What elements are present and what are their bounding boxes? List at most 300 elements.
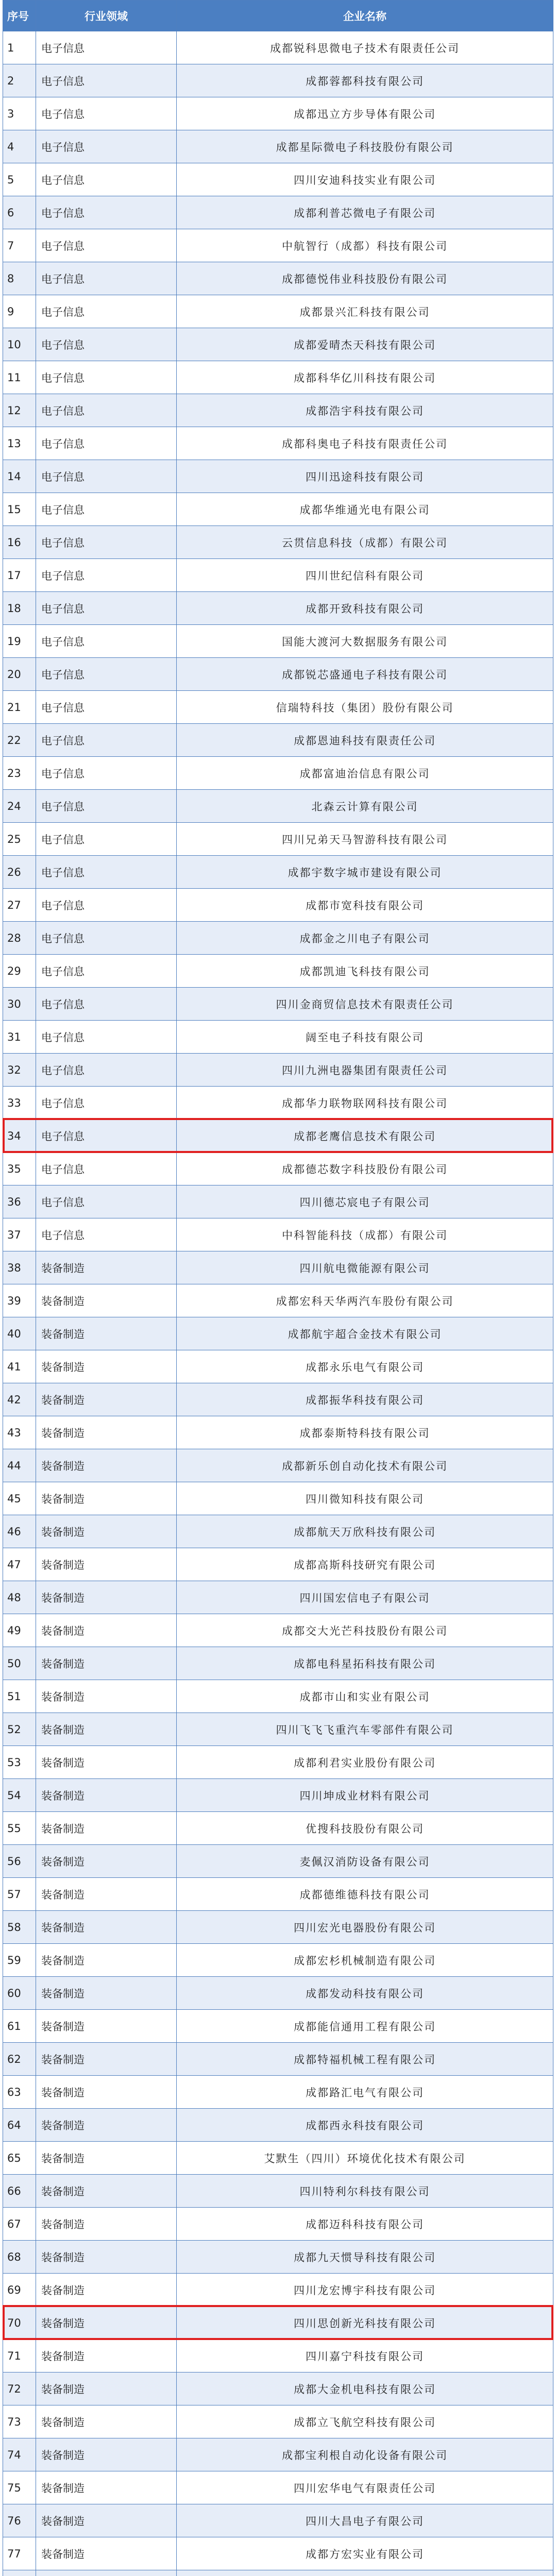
row-industry: 电子信息 — [36, 988, 177, 1021]
table-row — [3, 1548, 553, 1581]
row-industry: 电子信息 — [36, 526, 177, 559]
row-company-name: 四川迅途科技有限公司 — [177, 460, 553, 493]
row-industry: 电子信息 — [36, 295, 177, 328]
row-number: 7 — [3, 229, 36, 262]
row-company-name: 成都利君实业股份有限公司 — [177, 1746, 553, 1779]
row-industry: 装备制造 — [36, 1977, 177, 2010]
row-industry: 装备制造 — [36, 2043, 177, 2076]
row-number: 46 — [3, 1515, 36, 1548]
row-company-name: 成都能信通用工程有限公司 — [177, 2010, 553, 2043]
row-number: 25 — [3, 823, 36, 856]
table-row — [3, 2372, 553, 2405]
row-number: 36 — [3, 1185, 36, 1218]
row-industry: 装备制造 — [36, 2175, 177, 2208]
table-row — [3, 922, 553, 955]
company-table — [3, 0, 553, 2576]
row-company-name: 成都科奥电子科技有限责任公司 — [177, 427, 553, 460]
table-row — [3, 889, 553, 922]
row-number: 75 — [3, 2471, 36, 2504]
row-company-name: 四川坤成业材料有限公司 — [177, 1779, 553, 1812]
row-industry: 电子信息 — [36, 559, 177, 592]
row-company-name: 成都路汇电气有限公司 — [177, 2076, 553, 2109]
table-row — [3, 2142, 553, 2175]
row-industry: 电子信息 — [36, 658, 177, 691]
row-industry: 电子信息 — [36, 856, 177, 889]
row-number: 44 — [3, 1449, 36, 1482]
row-number: 70 — [3, 2307, 36, 2340]
row-company-name: 成都恩迪科技有限责任公司 — [177, 724, 553, 757]
row-company-name: 云贯信息科技（成都）有限公司 — [177, 526, 553, 559]
row-industry: 装备制造 — [36, 2537, 177, 2570]
row-number: 69 — [3, 2274, 36, 2307]
table-row — [3, 1251, 553, 1284]
row-industry: 装备制造 — [36, 1713, 177, 1746]
table-row — [3, 592, 553, 625]
row-industry: 装备制造 — [36, 2471, 177, 2504]
row-company-name: 成都德维德科技有限公司 — [177, 1878, 553, 1911]
row-number: 37 — [3, 1218, 36, 1251]
table-row — [3, 2109, 553, 2142]
table-row — [3, 1120, 553, 1153]
row-number: 31 — [3, 1021, 36, 1054]
row-company-name: 成都迈科科技有限公司 — [177, 2208, 553, 2241]
row-industry: 电子信息 — [36, 328, 177, 361]
row-industry: 电子信息 — [36, 1120, 177, 1153]
table-row — [3, 394, 553, 427]
header-serial-number: 序号 — [3, 1, 36, 31]
row-industry: 装备制造 — [36, 1845, 177, 1878]
row-number: 11 — [3, 361, 36, 394]
row-number: 64 — [3, 2109, 36, 2142]
row-company-name: 国能大渡河大数据服务有限公司 — [177, 625, 553, 658]
table-row — [3, 1218, 553, 1251]
table-row — [3, 295, 553, 328]
row-number — [3, 2570, 36, 2576]
row-number: 32 — [3, 1054, 36, 1087]
row-company-name: 四川宏华电气有限责任公司 — [177, 2471, 553, 2504]
row-number: 22 — [3, 724, 36, 757]
row-number: 77 — [3, 2537, 36, 2570]
row-industry: 电子信息 — [36, 130, 177, 163]
table-row — [3, 856, 553, 889]
table-row — [3, 427, 553, 460]
table-row — [3, 262, 553, 295]
row-number: 66 — [3, 2175, 36, 2208]
row-number: 60 — [3, 1977, 36, 2010]
row-industry: 电子信息 — [36, 97, 177, 130]
table-row — [3, 2504, 553, 2537]
row-company-name: 成都振华科技有限公司 — [177, 1383, 553, 1416]
row-industry: 装备制造 — [36, 1449, 177, 1482]
table-header-row — [3, 1, 553, 31]
row-industry — [36, 2570, 177, 2576]
table-row — [3, 2043, 553, 2076]
table-row — [3, 229, 553, 262]
row-number: 38 — [3, 1251, 36, 1284]
row-industry: 装备制造 — [36, 1284, 177, 1317]
table-row — [3, 2537, 553, 2570]
row-number: 35 — [3, 1153, 36, 1185]
row-industry: 电子信息 — [36, 889, 177, 922]
table-row — [3, 2208, 553, 2241]
table-row — [3, 1153, 553, 1185]
table-row — [3, 1680, 553, 1713]
row-company-name: 成都迅立方步导体有限公司 — [177, 97, 553, 130]
row-industry: 电子信息 — [36, 361, 177, 394]
table-row — [3, 1317, 553, 1350]
row-company-name: 成都德芯数字科技股份有限公司 — [177, 1153, 553, 1185]
row-number: 3 — [3, 97, 36, 130]
row-company-name: 成都交大光芒科技股份有限公司 — [177, 1614, 553, 1647]
table-row — [3, 790, 553, 823]
table-row — [3, 1746, 553, 1779]
row-number: 40 — [3, 1317, 36, 1350]
table-row — [3, 1449, 553, 1482]
row-company-name: 成都宏科天华两汽车股份有限公司 — [177, 1284, 553, 1317]
row-company-name: 四川世纪信科有限公司 — [177, 559, 553, 592]
row-industry: 装备制造 — [36, 1581, 177, 1614]
row-number: 68 — [3, 2241, 36, 2274]
row-industry: 电子信息 — [36, 823, 177, 856]
row-number: 50 — [3, 1647, 36, 1680]
row-industry: 电子信息 — [36, 427, 177, 460]
row-industry: 电子信息 — [36, 1153, 177, 1185]
row-industry: 装备制造 — [36, 2438, 177, 2471]
row-number: 71 — [3, 2340, 36, 2372]
row-number: 17 — [3, 559, 36, 592]
row-industry: 电子信息 — [36, 922, 177, 955]
row-company-name: 成都高斯科技研究有限公司 — [177, 1548, 553, 1581]
row-number: 41 — [3, 1350, 36, 1383]
row-number: 62 — [3, 2043, 36, 2076]
table-row — [3, 64, 553, 97]
row-company-name: 四川微知科技有限公司 — [177, 1482, 553, 1515]
row-number: 54 — [3, 1779, 36, 1812]
row-company-name: 成都锐科思微电子技术有限责任公司 — [177, 31, 553, 64]
table-row — [3, 97, 553, 130]
row-company-name: 成都蓉都科技有限公司 — [177, 64, 553, 97]
row-company-name: 成都电科星拓科技有限公司 — [177, 1647, 553, 1680]
row-number: 12 — [3, 394, 36, 427]
row-number: 9 — [3, 295, 36, 328]
table-row — [3, 1416, 553, 1449]
table-row — [3, 2175, 553, 2208]
row-company-name: 四川嘉宁科技有限公司 — [177, 2340, 553, 2372]
table-row — [3, 2471, 553, 2504]
table-row — [3, 493, 553, 526]
row-number: 20 — [3, 658, 36, 691]
row-industry: 装备制造 — [36, 1515, 177, 1548]
row-industry: 电子信息 — [36, 1087, 177, 1120]
table-row — [3, 460, 553, 493]
table-row — [3, 691, 553, 724]
row-industry: 装备制造 — [36, 1779, 177, 1812]
row-number: 29 — [3, 955, 36, 988]
table-row — [3, 2438, 553, 2471]
row-company-name: 成都开致科技有限公司 — [177, 592, 553, 625]
row-number: 47 — [3, 1548, 36, 1581]
row-number: 59 — [3, 1944, 36, 1977]
row-number: 57 — [3, 1878, 36, 1911]
row-company-name: 成都方宏实业有限公司 — [177, 2537, 553, 2570]
row-company-name: 四川金商贸信息技术有限责任公司 — [177, 988, 553, 1021]
row-number: 49 — [3, 1614, 36, 1647]
row-industry: 装备制造 — [36, 2274, 177, 2307]
row-industry: 电子信息 — [36, 757, 177, 790]
row-industry: 装备制造 — [36, 2372, 177, 2405]
row-number: 15 — [3, 493, 36, 526]
row-industry: 电子信息 — [36, 493, 177, 526]
table-body — [3, 31, 553, 2576]
row-industry: 装备制造 — [36, 1317, 177, 1350]
row-industry: 装备制造 — [36, 1482, 177, 1515]
row-industry: 电子信息 — [36, 394, 177, 427]
row-company-name: 四川九洲电器集团有限责任公司 — [177, 1054, 553, 1087]
row-company-name: 成都宏杉机械制造有限公司 — [177, 1944, 553, 1977]
table-row — [3, 31, 553, 64]
row-number: 53 — [3, 1746, 36, 1779]
row-number: 51 — [3, 1680, 36, 1713]
table-row — [3, 1779, 553, 1812]
row-number: 67 — [3, 2208, 36, 2241]
row-company-name: 成都科华亿川科技有限公司 — [177, 361, 553, 394]
table-row — [3, 625, 553, 658]
row-company-name: 成都发动科技有限公司 — [177, 1977, 553, 2010]
row-company-name: 四川龙宏博宇科技有限公司 — [177, 2274, 553, 2307]
row-industry: 装备制造 — [36, 1680, 177, 1713]
row-number: 4 — [3, 130, 36, 163]
row-company-name: 成都凯迪飞科技有限公司 — [177, 955, 553, 988]
row-number: 45 — [3, 1482, 36, 1515]
table-row — [3, 2010, 553, 2043]
row-industry: 装备制造 — [36, 1350, 177, 1383]
row-industry: 电子信息 — [36, 1054, 177, 1087]
table-row — [3, 1845, 553, 1878]
row-industry: 电子信息 — [36, 955, 177, 988]
table-row — [3, 328, 553, 361]
row-company-name: 成都浩宇科技有限公司 — [177, 394, 553, 427]
row-number: 52 — [3, 1713, 36, 1746]
row-industry: 电子信息 — [36, 163, 177, 196]
row-company-name: 成都老鹰信息技术有限公司 — [177, 1120, 553, 1153]
row-company-name: 四川兄弟天马智游科技有限公司 — [177, 823, 553, 856]
row-company-name: 成都市宽科技有限公司 — [177, 889, 553, 922]
row-number: 27 — [3, 889, 36, 922]
row-company-name: 成都利普芯微电子有限公司 — [177, 196, 553, 229]
table-row — [3, 1054, 553, 1087]
row-company-name: 成都华维通光电有限公司 — [177, 493, 553, 526]
row-company-name: 成都星际微电子科技股份有限公司 — [177, 130, 553, 163]
row-industry: 装备制造 — [36, 2340, 177, 2372]
header-industry: 行业领域 — [36, 1, 177, 31]
table-row — [3, 1350, 553, 1383]
row-company-name: 优搜科技股份有限公司 — [177, 1812, 553, 1845]
row-company-name: 成都爱晴杰天科技有限公司 — [177, 328, 553, 361]
row-number: 18 — [3, 592, 36, 625]
row-number: 72 — [3, 2372, 36, 2405]
table-row — [3, 1515, 553, 1548]
row-number: 1 — [3, 31, 36, 64]
row-number: 58 — [3, 1911, 36, 1944]
row-company-name: 成都华力联物联网科技有限公司 — [177, 1087, 553, 1120]
row-industry: 电子信息 — [36, 691, 177, 724]
table-row — [3, 1581, 553, 1614]
row-company-name: 四川航电微能源有限公司 — [177, 1251, 553, 1284]
table-row — [3, 2076, 553, 2109]
row-industry: 电子信息 — [36, 592, 177, 625]
table-row — [3, 130, 553, 163]
row-company-name: 中科智能科技（成都）有限公司 — [177, 1218, 553, 1251]
table-row — [3, 1087, 553, 1120]
row-company-name: 成都金之川电子有限公司 — [177, 922, 553, 955]
row-industry: 电子信息 — [36, 724, 177, 757]
row-number: 24 — [3, 790, 36, 823]
row-industry: 装备制造 — [36, 2504, 177, 2537]
row-industry: 装备制造 — [36, 1416, 177, 1449]
row-company-name: 北森云计算有限公司 — [177, 790, 553, 823]
table-row — [3, 955, 553, 988]
table-row — [3, 2307, 553, 2340]
table-row — [3, 1713, 553, 1746]
row-company-name: 四川德芯宸电子有限公司 — [177, 1185, 553, 1218]
row-industry: 装备制造 — [36, 1647, 177, 1680]
row-industry: 装备制造 — [36, 2405, 177, 2438]
row-industry: 电子信息 — [36, 31, 177, 64]
row-number: 10 — [3, 328, 36, 361]
row-company-name: 麦佩汉消防设备有限公司 — [177, 1845, 553, 1878]
row-company-name: 艾默生（四川）环境优化技术有限公司 — [177, 2142, 553, 2175]
table-row — [3, 1878, 553, 1911]
table-row — [3, 1944, 553, 1977]
row-number: 73 — [3, 2405, 36, 2438]
row-company-name: 成都西永科技有限公司 — [177, 2109, 553, 2142]
table-row — [3, 526, 553, 559]
table-row — [3, 1482, 553, 1515]
row-number: 61 — [3, 2010, 36, 2043]
row-industry: 装备制造 — [36, 1383, 177, 1416]
row-number: 28 — [3, 922, 36, 955]
table-row — [3, 724, 553, 757]
row-industry: 装备制造 — [36, 2208, 177, 2241]
table-row — [3, 163, 553, 196]
row-number: 48 — [3, 1581, 36, 1614]
row-company-name: 阔至电子科技有限公司 — [177, 1021, 553, 1054]
row-number: 56 — [3, 1845, 36, 1878]
table-row — [3, 559, 553, 592]
row-industry: 装备制造 — [36, 1548, 177, 1581]
row-industry: 电子信息 — [36, 229, 177, 262]
table-row — [3, 2274, 553, 2307]
row-number: 65 — [3, 2142, 36, 2175]
row-industry: 电子信息 — [36, 196, 177, 229]
table-row — [3, 1284, 553, 1317]
row-company-name: 成都市山和实业有限公司 — [177, 1680, 553, 1713]
row-company-name — [177, 2570, 553, 2576]
table-row — [3, 2340, 553, 2372]
row-company-name: 四川国宏信电子有限公司 — [177, 1581, 553, 1614]
row-industry: 装备制造 — [36, 2010, 177, 2043]
row-company-name: 中航智行（成都）科技有限公司 — [177, 229, 553, 262]
table-row — [3, 361, 553, 394]
row-industry: 电子信息 — [36, 1185, 177, 1218]
row-number: 8 — [3, 262, 36, 295]
row-company-name: 成都永乐电气有限公司 — [177, 1350, 553, 1383]
row-number: 33 — [3, 1087, 36, 1120]
row-industry: 电子信息 — [36, 1218, 177, 1251]
table-row — [3, 2405, 553, 2438]
row-number: 34 — [3, 1120, 36, 1153]
row-industry: 电子信息 — [36, 790, 177, 823]
row-company-name: 四川宏光电器股份有限公司 — [177, 1911, 553, 1944]
row-industry: 装备制造 — [36, 2142, 177, 2175]
row-number: 16 — [3, 526, 36, 559]
row-number: 74 — [3, 2438, 36, 2471]
row-company-name: 成都德悦伟业科技股份有限公司 — [177, 262, 553, 295]
row-number: 55 — [3, 1812, 36, 1845]
table-row — [3, 658, 553, 691]
row-industry: 电子信息 — [36, 625, 177, 658]
table-row — [3, 757, 553, 790]
row-industry: 装备制造 — [36, 1878, 177, 1911]
row-company-name: 成都宇数字城市建设有限公司 — [177, 856, 553, 889]
table-row — [3, 1185, 553, 1218]
row-industry: 电子信息 — [36, 262, 177, 295]
row-number: 23 — [3, 757, 36, 790]
row-number: 5 — [3, 163, 36, 196]
row-industry: 电子信息 — [36, 64, 177, 97]
header-company-name: 企业名称 — [177, 1, 553, 31]
table-row — [3, 823, 553, 856]
row-company-name: 成都锐芯盛通电子科技有限公司 — [177, 658, 553, 691]
table-row — [3, 196, 553, 229]
row-number: 30 — [3, 988, 36, 1021]
table-row — [3, 988, 553, 1021]
table-row — [3, 1977, 553, 2010]
row-company-name: 成都新乐创自动化技术有限公司 — [177, 1449, 553, 1482]
row-company-name: 四川特利尔科技有限公司 — [177, 2175, 553, 2208]
row-company-name: 成都航宇超合金技术有限公司 — [177, 1317, 553, 1350]
row-industry: 装备制造 — [36, 2307, 177, 2340]
row-company-name: 成都航天万欣科技有限公司 — [177, 1515, 553, 1548]
table-row — [3, 1383, 553, 1416]
row-number: 6 — [3, 196, 36, 229]
row-company-name: 信瑞特科技（集团）股份有限公司 — [177, 691, 553, 724]
row-company-name: 四川大昌电子有限公司 — [177, 2504, 553, 2537]
row-company-name: 四川安迪科技实业有限公司 — [177, 163, 553, 196]
table-row — [3, 2241, 553, 2274]
row-industry: 装备制造 — [36, 1614, 177, 1647]
row-company-name: 成都泰斯特科技有限公司 — [177, 1416, 553, 1449]
row-company-name: 四川飞飞飞重汽车零部件有限公司 — [177, 1713, 553, 1746]
row-number: 63 — [3, 2076, 36, 2109]
row-industry: 电子信息 — [36, 1021, 177, 1054]
row-number: 39 — [3, 1284, 36, 1317]
row-industry: 装备制造 — [36, 1746, 177, 1779]
row-company-name: 成都大金机电科技有限公司 — [177, 2372, 553, 2405]
row-company-name: 成都景兴汇科技有限公司 — [177, 295, 553, 328]
table-row — [3, 1812, 553, 1845]
row-industry: 装备制造 — [36, 1251, 177, 1284]
row-industry: 装备制造 — [36, 1944, 177, 1977]
row-number: 26 — [3, 856, 36, 889]
table-row — [3, 1911, 553, 1944]
table-row — [3, 1614, 553, 1647]
row-company-name: 成都特福机械工程有限公司 — [177, 2043, 553, 2076]
row-number: 2 — [3, 64, 36, 97]
row-industry: 装备制造 — [36, 2241, 177, 2274]
row-company-name: 成都立飞航空科技有限公司 — [177, 2405, 553, 2438]
row-company-name: 成都九天惯导科技有限公司 — [177, 2241, 553, 2274]
